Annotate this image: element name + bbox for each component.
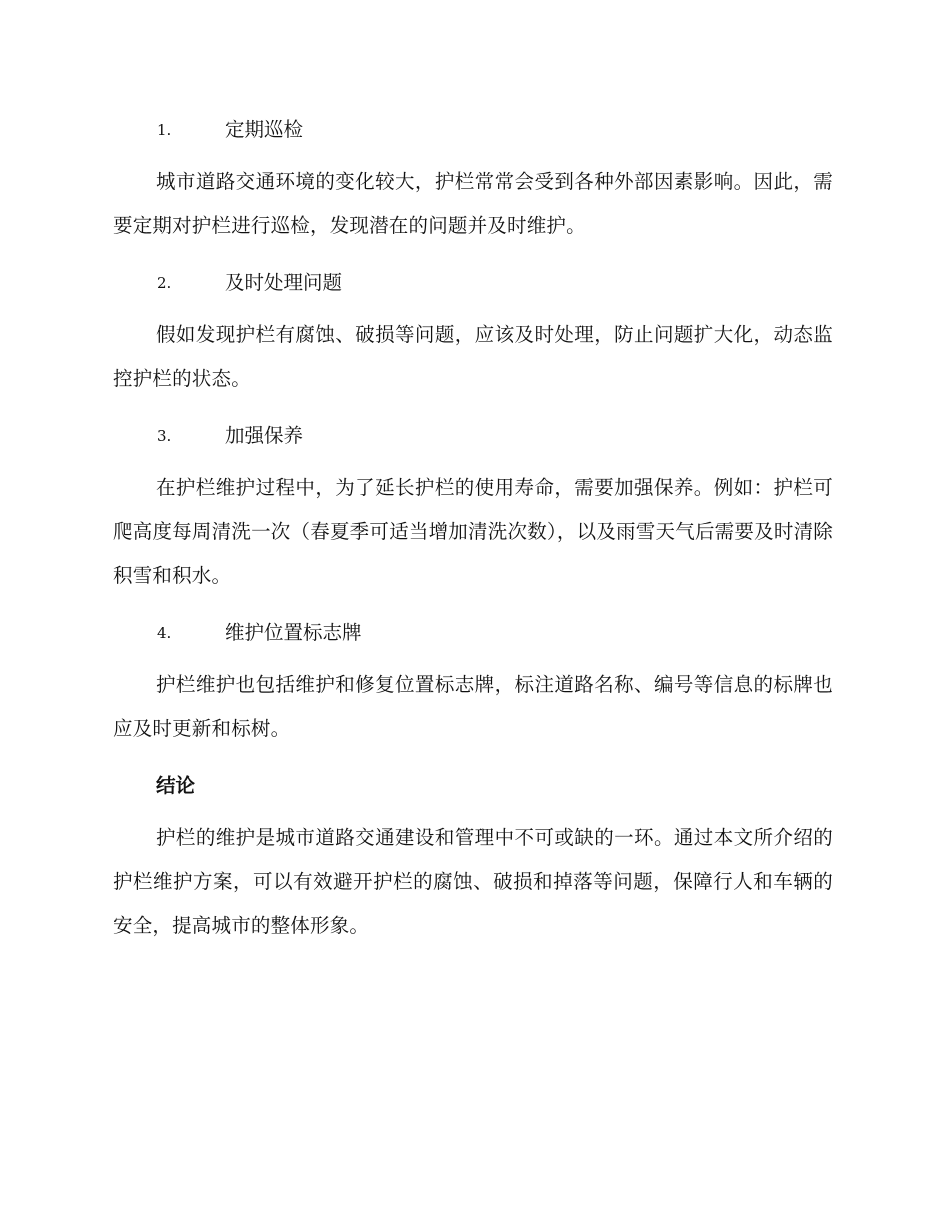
list-item-heading-3 — [113, 416, 833, 456]
list-item-heading-2 — [113, 263, 833, 303]
list-item-heading-4 — [113, 613, 833, 653]
list-number: 2. — [157, 274, 172, 292]
paragraph: 城市道路交通环境的变化较大，护栏常常会受到各种外部因素影响。因此，需要定期对护栏进行巡检，发现潜在的问题并及时维护。 — [113, 170, 833, 237]
list-number: 4. — [157, 624, 172, 642]
list-title: 定期巡检 — [225, 118, 304, 141]
list-number: 1. — [157, 121, 172, 139]
list-title: 加强保养 — [225, 424, 304, 447]
document-page — [113, 110, 833, 963]
paragraph: 护栏维护也包括维护和修复位置标志牌，标注道路名称、编号等信息的标牌也应及时更新和标树。 — [113, 673, 833, 740]
list-title: 及时处理问题 — [225, 271, 343, 294]
list-item-heading-1 — [113, 110, 833, 150]
list-number: 3. — [157, 427, 172, 445]
paragraph: 在护栏维护过程中，为了延长护栏的使用寿命，需要加强保养。例如：护栏可爬高度每周清洗一次（春夏季可适当增加清洗次数），以及雨雪天气后需要及时清除积雪和积水。 — [113, 476, 833, 587]
conclusion-paragraph: 护栏的维护是城市道路交通建设和管理中不可或缺的一环。通过本文所介绍的护栏维护方案，可以有效避开护栏的腐蚀、破损和掉落等问题，保障行人和车辆的安全，提高城市的整体形象。 — [113, 826, 833, 937]
paragraph: 假如发现护栏有腐蚀、破损等问题，应该及时处理，防止问题扩大化，动态监控护栏的状态。 — [113, 323, 833, 390]
list-title: 维护位置标志牌 — [225, 621, 362, 644]
conclusion-heading: 结论 — [156, 774, 196, 797]
